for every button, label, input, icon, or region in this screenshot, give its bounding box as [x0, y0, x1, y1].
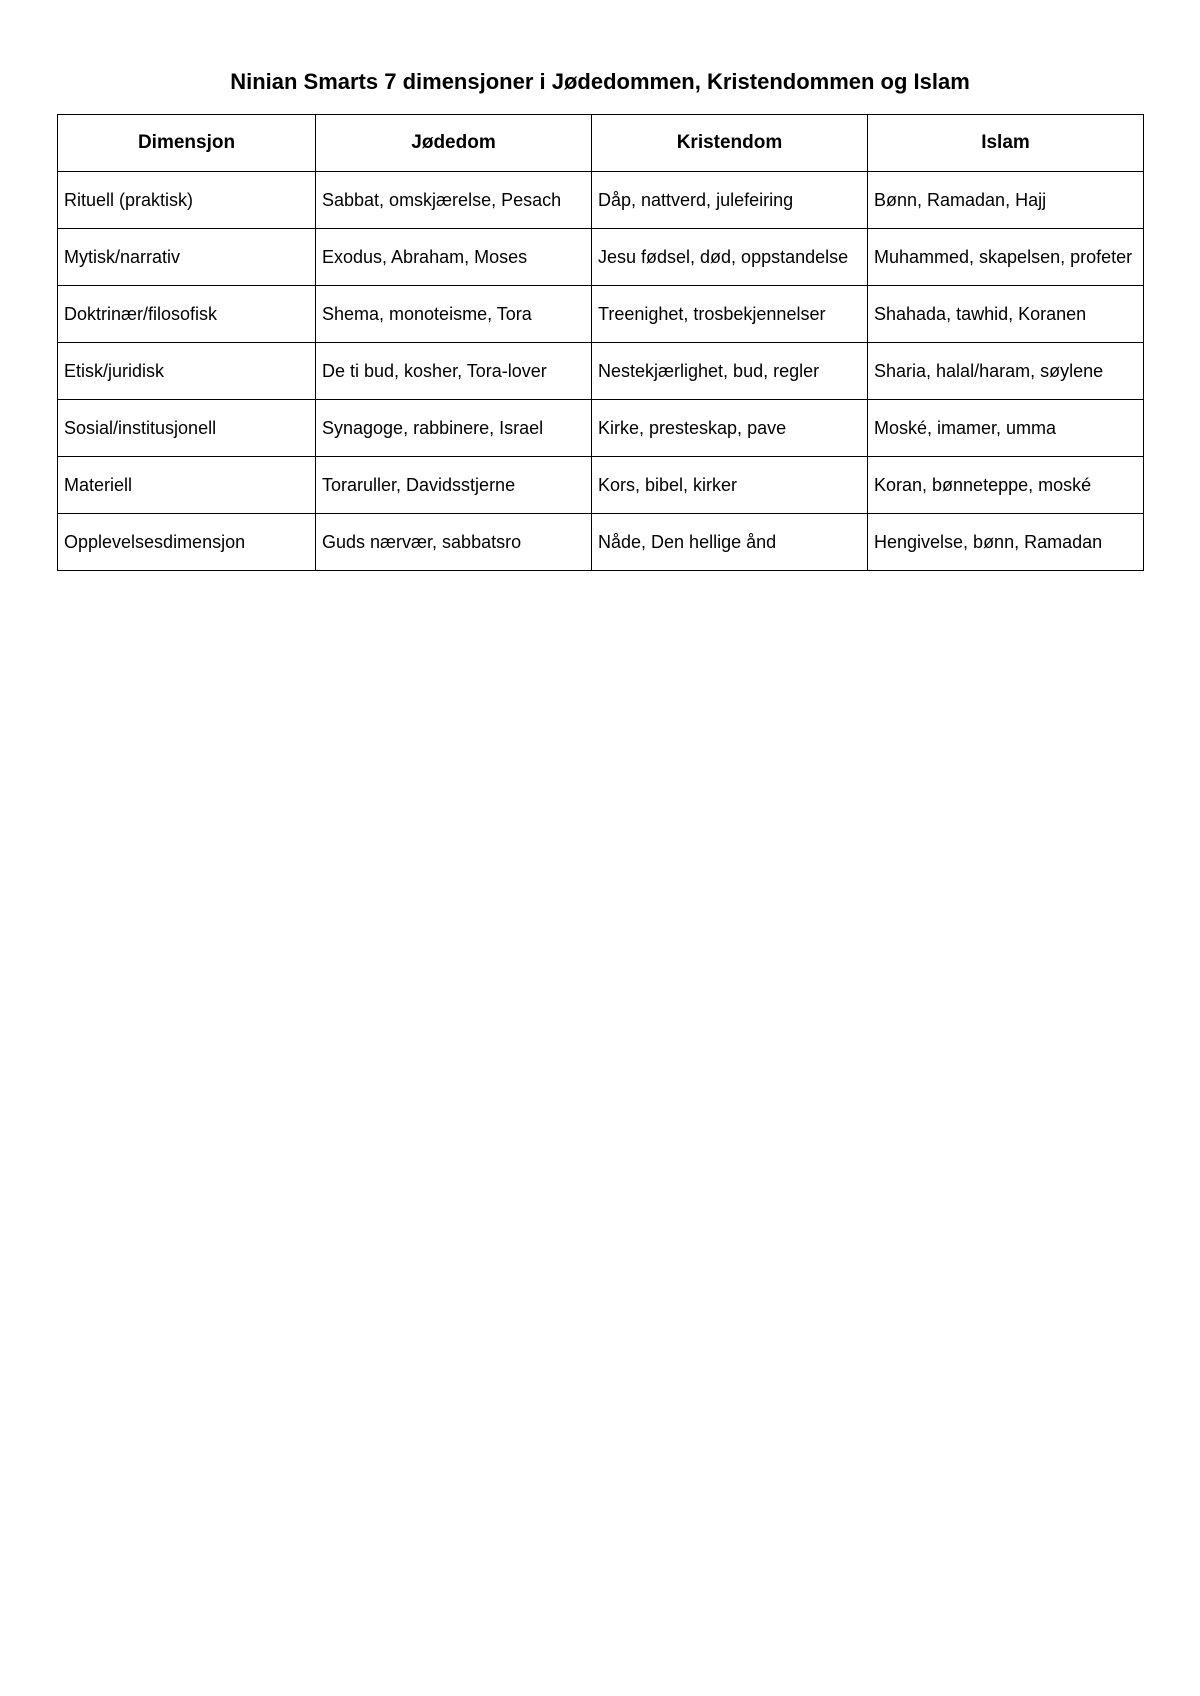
table-header-row	[58, 115, 1144, 172]
table-row	[58, 400, 1144, 457]
table-cell: Nestekjærlighet, bud, regler	[592, 343, 868, 400]
table-cell: Opplevelsesdimensjon	[58, 514, 316, 571]
table-cell: Dåp, nattverd, julefeiring	[592, 172, 868, 229]
header-jodedom: Jødedom	[316, 115, 592, 172]
table-cell: Sabbat, omskjærelse, Pesach	[316, 172, 592, 229]
table-cell: Materiell	[58, 457, 316, 514]
table-cell: Doktrinær/filosofisk	[58, 286, 316, 343]
table-cell: Muhammed, skapelsen, profeter	[868, 229, 1144, 286]
table-cell: Mytisk/narrativ	[58, 229, 316, 286]
table-row	[58, 229, 1144, 286]
table-cell: Bønn, Ramadan, Hajj	[868, 172, 1144, 229]
table-cell: Jesu fødsel, død, oppstandelse	[592, 229, 868, 286]
table-cell: Sosial/institusjonell	[58, 400, 316, 457]
header-islam: Islam	[868, 115, 1144, 172]
table-cell: De ti bud, kosher, Tora-lover	[316, 343, 592, 400]
table-row	[58, 457, 1144, 514]
dimensions-table	[57, 114, 1144, 571]
table-cell: Rituell (praktisk)	[58, 172, 316, 229]
table-row	[58, 343, 1144, 400]
table-cell: Etisk/juridisk	[58, 343, 316, 400]
table-cell: Shahada, tawhid, Koranen	[868, 286, 1144, 343]
table-row	[58, 514, 1144, 571]
table-row	[58, 172, 1144, 229]
table-cell: Moské, imamer, umma	[868, 400, 1144, 457]
table-cell: Koran, bønneteppe, moské	[868, 457, 1144, 514]
table-cell: Synagoge, rabbinere, Israel	[316, 400, 592, 457]
table-cell: Kirke, presteskap, pave	[592, 400, 868, 457]
header-kristendom: Kristendom	[592, 115, 868, 172]
table-row	[58, 286, 1144, 343]
table-cell: Shema, monoteisme, Tora	[316, 286, 592, 343]
table-cell: Sharia, halal/haram, søylene	[868, 343, 1144, 400]
table-cell: Hengivelse, bønn, Ramadan	[868, 514, 1144, 571]
table-cell: Toraruller, Davidsstjerne	[316, 457, 592, 514]
table-cell: Nåde, Den hellige ånd	[592, 514, 868, 571]
page-title: Ninian Smarts 7 dimensjoner i Jødedommen, Kristendommen og Islam	[230, 69, 970, 94]
table-cell: Exodus, Abraham, Moses	[316, 229, 592, 286]
table-cell: Guds nærvær, sabbatsro	[316, 514, 592, 571]
table-cell: Kors, bibel, kirker	[592, 457, 868, 514]
header-dimensjon: Dimensjon	[58, 115, 316, 172]
table-cell: Treenighet, trosbekjennelser	[592, 286, 868, 343]
